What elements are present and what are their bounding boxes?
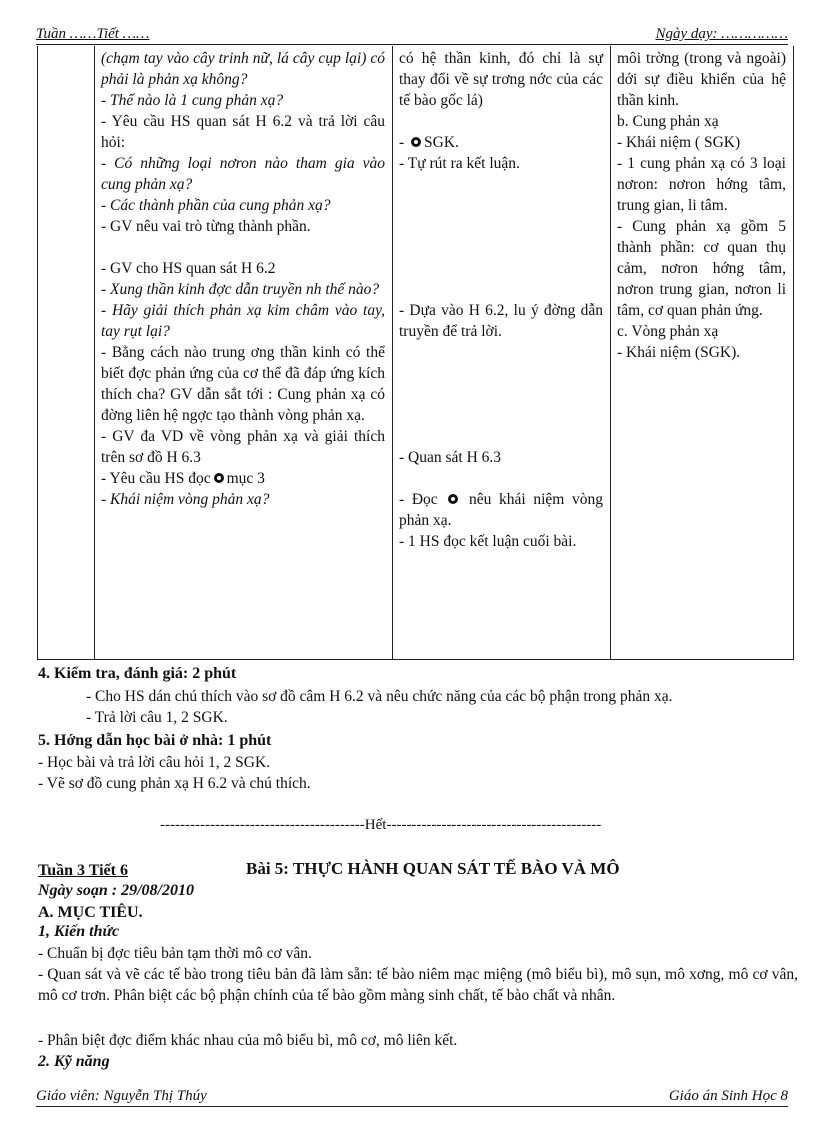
section-4-item: - Trả lời câu 1, 2 SGK. [86, 709, 228, 726]
knowledge-item: - Chuẩn bị đợc tiêu bản tạm thời mô cơ vân. [38, 945, 312, 962]
section-5-title: 5. Hớng dẫn học bài ở nhà: 1 phút [38, 732, 272, 749]
student-item: - 1 HS đọc kết luận cuối bài. [399, 533, 577, 550]
teacher-item: - GV cho HS quan sát H 6.2 [101, 260, 276, 277]
student-item: có hệ thần kinh, đó chỉ là sự thay đổi về sự trơng nớc của các tế bào gốc lá) [399, 50, 603, 109]
content-item: - Khái niệm (SGK). [617, 344, 741, 361]
content-item: - 1 cung phản xạ có 3 loại nơron: nơron hớng tâm, trung gian, li tâm. [617, 155, 786, 214]
header-week: Tuần ……Tiết …… [36, 26, 150, 42]
student-item-text: SGK. [424, 134, 459, 151]
student-item-text: nêu khái niệm vòng phản xạ. [399, 491, 603, 529]
heading-knowledge: 1, Kiến thức [38, 923, 120, 940]
time-column [37, 46, 95, 660]
teacher-item: - Thế nào là 1 cung phản xạ? [101, 92, 284, 109]
content-item: môi trờng (trong và ngoài) dới sự điều khiển của hệ thần kinh. [617, 50, 786, 109]
teacher-activity-column [95, 46, 393, 660]
teacher-item: - Xung thần kinh đợc dẫn truyền nh thế nào? [101, 281, 380, 298]
section-4-item: - Cho HS dán chú thích vào sơ đồ câm H 6.2 và nêu chức năng của các bộ phận trong phản xạ. [86, 688, 673, 705]
teacher-item: - Bằng cách nào trung ơng thần kinh có thể biết đợc phản ứng của cơ thể đã đáp ứng kích thích cha? GV dẫn sắt tới : Cung phản xạ có đờng liên hệ ngợc tạo thành vòng phản xạ. [101, 344, 385, 424]
student-item: - Tự rút ra kết luận. [399, 155, 520, 172]
teacher-item: - Khái niệm vòng phản xạ? [101, 491, 270, 508]
teacher-item: - Các thành phần của cung phản xạ? [101, 197, 331, 214]
footer-teacher: Giáo viên: Nguyễn Thị Thúy [36, 1088, 207, 1104]
content-item: c. Vòng phản xạ [617, 323, 719, 340]
student-item: - Dựa vào H 6.2, lu ý đờng dẫn truyền để trả lời. [399, 302, 603, 340]
section-5-item: - Vẽ sơ đồ cung phản xạ H 6.2 và chú thích. [38, 775, 311, 792]
lesson-table [37, 46, 794, 660]
knowledge-item: - Quan sát và vẽ các tế bào trong tiêu bản đã làm sẵn: tế bào niêm mạc miệng (mô biểu bì), mô sụn, mô xơng, mô cơ vân, mô cơ trơn. Phân biệt các bộ phận chính của tế bào gồm màng sinh chất, tế bào chất và nhân. [38, 966, 798, 1004]
lesson-title: Bài 5: THỰC HÀNH QUAN SÁT TẾ BÀO VÀ MÔ [246, 859, 620, 878]
page-header [36, 24, 788, 45]
content-item: - Khái niệm ( SGK) [617, 134, 741, 151]
teacher-item [101, 468, 385, 489]
teacher-item: - Yêu cầu HS quan sát H 6.2 và trả lời câu hỏi: [101, 113, 385, 151]
teacher-item: - Hãy giải thích phản xạ kim châm vào tay, tay rụt lại? [101, 302, 385, 340]
circle-icon [411, 137, 421, 147]
teacher-item: - GV nêu vai trò từng thành phần. [101, 218, 311, 235]
end-separator: -----------------------------------------Hết------------------------------------------- [160, 817, 602, 833]
knowledge-item: - Phân biệt đợc điểm khác nhau của mô biểu bì, mô cơ, mô liên kết. [38, 1032, 458, 1049]
student-item-text: - Đọc [399, 491, 438, 508]
content-column [611, 46, 794, 660]
week-period: Tuần 3 Tiết 6 [38, 862, 128, 879]
teacher-item-text: mục 3 [226, 470, 265, 487]
circle-icon [448, 494, 458, 504]
student-item: - SGK. [399, 134, 459, 151]
teacher-item: - GV đa VD về vòng phản xạ và giải thích trên sơ đồ H 6.3 [101, 428, 385, 466]
header-teaching-date: Ngày dạy: …………… [655, 26, 788, 42]
footer-subject: Giáo án Sinh Học 8 [668, 1088, 788, 1104]
content-item: b. Cung phản xạ [617, 113, 719, 130]
teacher-item-text: - Yêu cầu HS đọc [101, 470, 211, 487]
teacher-item: - Có những loại nơron nào tham gia vào cung phản xạ? [101, 155, 385, 193]
student-item [399, 489, 603, 531]
student-item: - Quan sát H 6.3 [399, 449, 502, 466]
content-item: - Cung phản xạ gồm 5 thành phần: cơ quan thụ cảm, nơron hớng tâm, nơron trung gian, nơron li tâm, cơ quan phản ứng. [617, 218, 786, 319]
student-activity-column [393, 46, 611, 660]
heading-objectives: A. MỤC TIÊU. [38, 904, 143, 921]
page-footer [36, 1086, 788, 1107]
teacher-item: (chạm tay vào cây trinh nữ, lá cây cụp lại) có phải là phản xạ không? [101, 50, 385, 88]
preparation-date: Ngày soạn : 29/08/2010 [38, 882, 194, 899]
circle-icon [214, 473, 224, 483]
section-5-item: - Học bài và trả lời câu hỏi 1, 2 SGK. [38, 754, 271, 771]
section-4-title: 4. Kiểm tra, đánh giá: 2 phút [38, 665, 237, 682]
table-bottom-border [37, 659, 794, 660]
heading-skills: 2. Kỹ năng [38, 1053, 110, 1070]
